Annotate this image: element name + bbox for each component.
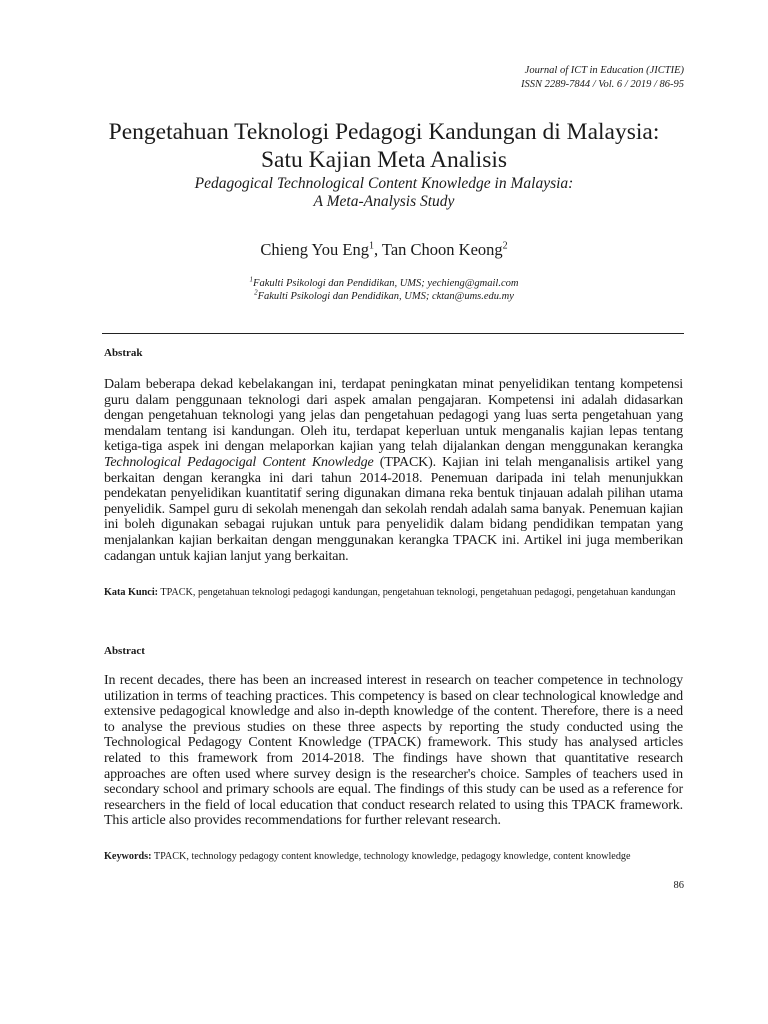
abstrak-text-italic: Technological Pedagocigal Content Knowledge [104, 454, 374, 470]
title-line-2: Satu Kajian Meta Analisis [260, 147, 508, 173]
abstrak-body [104, 377, 683, 564]
author-1-affil-mark: 1 [368, 240, 374, 252]
affiliation-1-text: Fakulti Psikologi dan Pendidikan, UMS; yechieng@gmail.com [253, 278, 519, 289]
kata-kunci-label: Kata Kunci: [104, 587, 159, 598]
keywords [104, 850, 683, 863]
paper-subtitle [60, 175, 708, 211]
subtitle-line-2: A Meta-Analysis Study [313, 193, 455, 210]
abstrak-text-part-1: Dalam beberapa dekad kebelakangan ini, terdapat peningkatan minat penyelidikan tentang kompetensi guru dalam penggunaan teknologi dari aspek amalan pengajaran. Kompetensi ini adalah didasarkan dengan pengetahuan teknologi yang jelas dan pengetahuan pedagogi yang luas serta pengetahuan yang mendalam tentang isi kandungan. Oleh itu, terdapat keperluan untuk menganalis kajian lepas tentang ketiga-tiga aspek ini dengan melaporkan kajian yang telah dijalankan dengan menggunakan kerangka [104, 377, 683, 455]
journal-header [521, 64, 684, 92]
abstrak-text-part-2: (TPACK). Kajian ini telah menganalisis artikel yang berkaitan dengan kerangka ini dari tahun 2014-2018. Penemuan daripada ini telah menunjukkan pendekatan penyelidikan kuantitatif sering digunakan dimana reka bentuk tinjauan adalah pilihan utama penyelidik. Sampel guru di sekolah menengah dan sekolah rendah adalah sama banyak. Penemuan kajian ini boleh digunakan sebagai rujukan untuk para penyelidik dalam bidang pendidikan tempatan yang menjalankan kajian berkaitan dengan menggunakan kerangka TPACK ini. Artikel ini juga memberikan cadangan untuk kajian lanjut yang berkaitan. [104, 454, 683, 564]
author-separator: , [373, 240, 382, 259]
author-2-affil-mark: 2 [502, 240, 508, 252]
affiliation-2-mark: 2 [254, 288, 258, 297]
page-number: 86 [673, 880, 684, 891]
abstract-body: In recent decades, there has been an increased interest in research on teacher competence in technology utilization in terms of teaching practices. This competency is based on clear technological knowledge and extensive pedagogical knowledge and also in-depth knowledge of the content. Therefore, there is a need to analyse the previous studies on these three aspects by reporting the study conducted using the Technological Pedagogy Content Knowledge (TPACK) framework. This study has analysed articles related to this framework from 2014-2018. The findings have shown that quantitative research approaches are often used where survey design is the researcher's choice. Samples of teachers used in secondary school and primary schools are equal. The findings of this study can be used as a reference for researchers in the field of local education that conduct research related to using this TPACK framework. This article also provides recommendations for further relevant research. [104, 673, 683, 829]
journal-issn: ISSN 2289-7844 / Vol. 6 / 2019 / 86-95 [520, 79, 684, 90]
kata-kunci-text: TPACK, pengetahuan teknologi pedagogi kandungan, pengetahuan teknologi, pengetahuan pedagogi, pengetahuan kandungan [158, 587, 676, 598]
horizontal-divider [102, 333, 684, 334]
paper-title [60, 118, 708, 174]
abstrak-heading: Abstrak [104, 347, 143, 359]
title-line-1: Pengetahuan Teknologi Pedagogi Kandungan di Malaysia: [108, 119, 660, 145]
abstract-heading: Abstract [104, 645, 145, 657]
affiliations [60, 277, 708, 303]
kata-kunci [104, 586, 683, 599]
affiliation-2 [60, 290, 708, 303]
journal-name: Journal of ICT in Education (JICTIE) [524, 65, 684, 76]
subtitle-line-1: Pedagogical Technological Content Knowledge in Malaysia: [194, 175, 574, 192]
affiliation-1 [60, 277, 708, 290]
author-list [60, 240, 708, 260]
author-2: Tan Choon Keong [381, 240, 503, 259]
affiliation-1-mark: 1 [249, 275, 254, 284]
keywords-text: TPACK, technology pedagogy content knowledge, technology knowledge, pedagogy knowledge, content knowledge [151, 851, 631, 862]
author-1: Chieng You Eng [260, 240, 369, 259]
affiliation-2-text: Fakulti Psikologi dan Pendidikan, UMS; cktan@ums.edu.my [257, 291, 514, 302]
keywords-label: Keywords: [104, 851, 152, 862]
